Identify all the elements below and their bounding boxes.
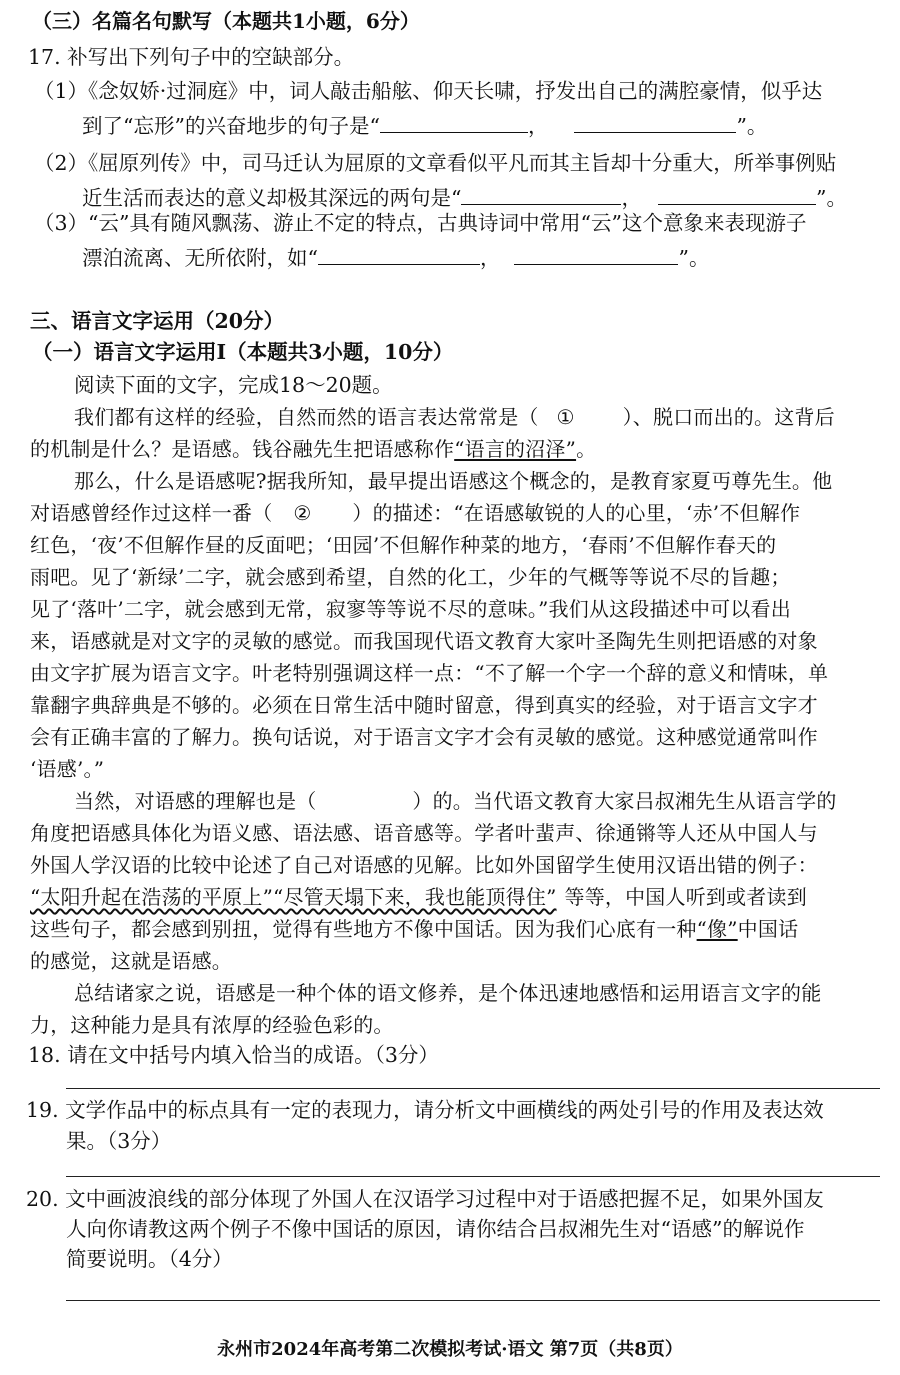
q17-item1-blank2[interactable] — [574, 112, 736, 133]
passage-line-5: 红色，‘夜’不但解作昼的反面吧；‘田园’不但解作种菜的地方，‘春雨’不但解作春天的 — [30, 533, 777, 557]
passage-line-16-b: 等等，中国人听到或者读到 — [564, 885, 807, 909]
passage-line-13 — [74, 786, 837, 816]
subsection-1-heading: （一）语言文字运用Ⅰ（本题共3小题，10分） — [32, 340, 454, 364]
blank-marker-1: ① — [556, 405, 575, 429]
q17-item2-prefix: 近生活而表达的意义却极其深远的两句是“ — [82, 186, 462, 210]
passage-line-3: 那么，什么是语感呢?据我所知，最早提出语感这个概念的，是教育家夏丏尊先生。他 — [74, 469, 833, 493]
q20-answer-line[interactable] — [66, 1300, 880, 1301]
passage-line-13-a: 当然，对语感的理解也是（ — [74, 789, 317, 813]
q17-item1-line1: （1）《念奴娇·过洞庭》中，词人敲击船舷、仰天长啸，抒发出自己的满腔豪情，似乎达 — [34, 79, 823, 103]
passage-line-20: 力，这种能力是具有浓厚的经验色彩的。 — [30, 1013, 394, 1037]
passage-line-17-b: 中国话 — [737, 917, 799, 941]
q17-item3-prefix: 漂泊流离、无所依附，如“ — [82, 246, 318, 270]
q17-item2-sep: ， — [621, 186, 642, 210]
q17-stem: 17. 补写出下列句子中的空缺部分。 — [28, 45, 355, 69]
passage-line-2-a: 的机制是什么？是语感。钱谷融先生把语感称作 — [30, 437, 455, 461]
q17-item1-prefix: 到了“忘形”的兴奋地步的句子是“ — [82, 114, 380, 138]
passage-line-2-b: 。 — [576, 437, 597, 461]
underlined-quote-1: “语言的沼泽” — [454, 437, 577, 461]
part-3-heading: 三、语言文字运用（20分） — [30, 309, 285, 333]
q17-item1-blank1[interactable] — [380, 112, 528, 133]
passage-line-1 — [74, 402, 835, 432]
passage-line-18: 的感觉，这就是语感。 — [30, 949, 232, 973]
passage-line-4 — [30, 498, 800, 528]
passage-line-1-b: ）、脱口而出的。这背后 — [622, 405, 835, 429]
question-18: 18. 请在文中括号内填入恰当的成语。（3分） — [28, 1043, 439, 1067]
q19-answer-line[interactable] — [66, 1176, 880, 1177]
passage-line-1-a: 我们都有这样的经验，自然而然的语言表达常常是（ — [74, 405, 539, 429]
passage-line-4-a: 对语感曾经作过这样一番（ — [30, 501, 273, 525]
q17-item3-blank2[interactable] — [514, 244, 678, 265]
page-footer: 永州市2024年高考第二次模拟考试·语文 第7页（共8页） — [217, 1339, 683, 1360]
question-20-line2: 人向你请教这两个例子不像中国话的原因，请你结合吕叔湘先生对“语感”的解说作 — [66, 1217, 805, 1241]
passage-line-11: 会有正确丰富的了解力。换句话说，对于语言文字才会有灵敏的感觉。这种感觉通常叫作 — [30, 725, 818, 749]
q17-item1-line2 — [82, 111, 767, 141]
passage-line-12: ‘语感’。” — [30, 757, 105, 781]
question-20-line1: 20. 文中画波浪线的部分体现了外国人在汉语学习过程中对于语感把握不足，如果外国友 — [26, 1187, 824, 1211]
question-19-line2: 果。（3分） — [66, 1129, 172, 1153]
passage-line-10: 靠翻字典辞典是不够的。必须在日常生活中随时留意，得到真实的经验，对于语言文字才 — [30, 693, 818, 717]
question-19-line1: 19. 文学作品中的标点具有一定的表现力，请分析文中画横线的两处引号的作用及表达效 — [26, 1098, 824, 1122]
passage-line-6: 雨吧。见了‘新绿’二字，就会感到希望，自然的化工，少年的气概等等说不尽的旨趣； — [30, 565, 791, 589]
section-3-heading: （三）名篇名句默写（本题共1小题，6分） — [32, 9, 420, 33]
passage-line-19: 总结诸家之说，语感是一种个体的语文修养，是个体迅速地感悟和运用语言文字的能 — [74, 981, 822, 1005]
blank-marker-2: ② — [293, 501, 312, 525]
passage-line-17 — [30, 914, 798, 944]
passage-line-17-a: 这些句子，都会感到别扭，觉得有些地方不像中国话。因为我们心底有一种 — [30, 917, 697, 941]
passage-line-9: 由文字扩展为语言文字。叶老特别强调这样一点：“不了解一个字一个辞的意义和情味，单 — [30, 661, 829, 685]
q17-item1-sep: ， — [527, 114, 549, 138]
passage-line-14: 角度把语感具体化为语义感、语法感、语音感等。学者叶蜚声、徐通锵等人还从中国人与 — [30, 821, 818, 845]
wavy-underlined-examples: “太阳升起在浩荡的平原上”“尽管天塌下来，我也能顶得住” — [30, 885, 557, 909]
passage-line-7: 见了‘落叶’二字，就会感到无常，寂寥等等说不尽的意味。”我们从这段描述中可以看出 — [30, 597, 791, 621]
q17-item3-line1: （3）“云”具有随风飘荡、游止不定的特点，古典诗词中常用“云”这个意象来表现游子 — [34, 211, 807, 235]
q17-item2-line1: （2）《屈原列传》中，司马迁认为屈原的文章看似平凡而其主旨却十分重大，所举事例贴 — [34, 151, 837, 175]
passage-line-16 — [30, 882, 807, 912]
q17-item3-sep: ， — [479, 246, 501, 270]
underlined-quote-2: “像” — [696, 917, 738, 941]
passage-line-8: 来，语感就是对文字的灵敏的感觉。而我国现代语文教育大家叶圣陶先生则把语感的对象 — [30, 629, 818, 653]
q17-item1-suffix: ”。 — [736, 114, 768, 138]
q17-item3-blank1[interactable] — [318, 244, 480, 265]
q17-item3-line2 — [82, 243, 709, 273]
passage-line-13-b: ）的。当代语文教育大家吕叔湘先生从语言学的 — [412, 789, 837, 813]
q17-item2-blank1[interactable] — [461, 184, 621, 205]
q17-item2-suffix: ”。 — [815, 186, 847, 210]
passage-line-15: 外国人学汉语的比较中论述了自己对语感的见解。比如外国留学生使用汉语出错的例子： — [30, 853, 818, 877]
reading-instruction: 阅读下面的文字，完成18～20题。 — [74, 373, 393, 397]
q17-item2-blank2[interactable] — [658, 184, 816, 205]
passage-line-2 — [30, 434, 596, 464]
question-20-line3: 简要说明。（4分） — [66, 1247, 233, 1271]
q18-answer-line[interactable] — [66, 1088, 880, 1089]
q17-item3-suffix: ”。 — [678, 246, 710, 270]
passage-line-4-b: ）的描述：“在语感敏锐的人的心里，‘赤’不但解作 — [352, 501, 801, 525]
